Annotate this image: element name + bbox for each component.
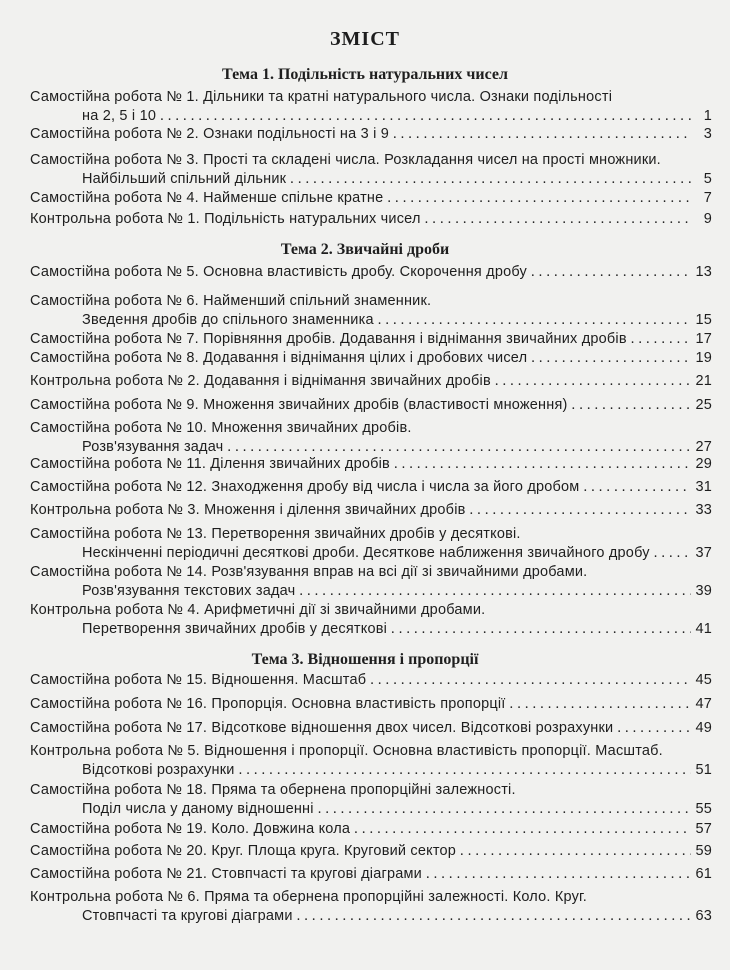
toc-entry[interactable] bbox=[30, 501, 712, 520]
dot-leader bbox=[425, 210, 692, 229]
dot-leader bbox=[387, 189, 692, 208]
toc-entry[interactable] bbox=[30, 372, 712, 391]
toc-entry[interactable] bbox=[30, 349, 712, 368]
dot-leader bbox=[460, 842, 691, 861]
entry-title: Самостійна робота № 18. Пряма та обернена пропорційні залежності. bbox=[30, 782, 516, 798]
toc-entry[interactable] bbox=[30, 719, 712, 738]
dot-leader bbox=[394, 455, 692, 474]
topic-heading: Тема 2. Звичайні дроби bbox=[280, 241, 450, 258]
entry-subtitle: на 2, 5 і 10 bbox=[82, 108, 157, 124]
page-number: 57 bbox=[695, 821, 712, 837]
toc-entry[interactable] bbox=[30, 88, 712, 126]
entry-subtitle: Зведення дробів до спільного знаменника bbox=[82, 312, 374, 328]
dot-leader bbox=[583, 478, 691, 497]
entry-title: Самостійна робота № 21. Стовпчасті та кругові діаграми bbox=[30, 866, 422, 882]
dot-leader bbox=[354, 820, 691, 839]
entry-title: Контрольна робота № 1. Подільність натуральних чисел bbox=[30, 211, 421, 227]
toc-entry[interactable] bbox=[30, 525, 712, 563]
dot-leader bbox=[510, 695, 692, 714]
page-number: 27 bbox=[695, 439, 712, 455]
page-number: 5 bbox=[703, 171, 712, 187]
entry-title: Самостійна робота № 6. Найменший спільний знаменник. bbox=[30, 293, 432, 309]
toc-entry[interactable] bbox=[30, 781, 712, 819]
entry-title: Самостійна робота № 12. Знаходження дробу від числа і числа за його дробом bbox=[30, 479, 580, 495]
toc-entry[interactable] bbox=[30, 563, 712, 601]
page-number: 17 bbox=[695, 331, 712, 347]
page-number: 55 bbox=[695, 801, 712, 817]
page-number: 45 bbox=[695, 672, 712, 688]
entry-title: Самостійна робота № 15. Відношення. Масштаб bbox=[30, 672, 367, 688]
entry-title: Самостійна робота № 14. Розв'язування вправ на всі дії зі звичайними дробами. bbox=[30, 564, 588, 580]
page-number: 1 bbox=[703, 108, 712, 124]
toc-entry[interactable] bbox=[30, 263, 712, 282]
dot-leader bbox=[531, 263, 691, 282]
entry-title: Самостійна робота № 5. Основна властивість дробу. Скорочення дробу bbox=[30, 264, 528, 280]
toc-entry[interactable] bbox=[30, 695, 712, 714]
toc-entry[interactable] bbox=[30, 396, 712, 415]
dot-leader bbox=[239, 761, 692, 780]
entry-subtitle: Поділ числа у даному відношенні bbox=[82, 801, 314, 817]
dot-leader bbox=[391, 620, 691, 639]
toc-entry[interactable] bbox=[30, 292, 712, 330]
toc-entry[interactable] bbox=[30, 189, 712, 208]
entry-title: Контрольна робота № 4. Арифметичні дії зі звичайними дробами. bbox=[30, 602, 486, 618]
dot-leader bbox=[631, 330, 692, 349]
dot-leader bbox=[290, 170, 692, 189]
page-number: 61 bbox=[695, 866, 712, 882]
page-number: 3 bbox=[703, 126, 712, 142]
page-number: 25 bbox=[695, 397, 712, 413]
toc-entry[interactable] bbox=[30, 820, 712, 839]
entry-subtitle: Розв'язування задач bbox=[82, 439, 224, 455]
page-number: 47 bbox=[695, 696, 712, 712]
toc-entry[interactable] bbox=[30, 125, 712, 144]
page-number: 51 bbox=[695, 762, 712, 778]
page-number: 49 bbox=[695, 720, 712, 736]
page-number: 37 bbox=[695, 545, 712, 561]
page-number: 15 bbox=[695, 312, 712, 328]
entry-subtitle: Розв'язування текстових задач bbox=[82, 583, 296, 599]
entry-subtitle: Перетворення звичайних дробів у десяткові bbox=[82, 621, 388, 637]
entry-title: Контрольна робота № 5. Відношення і пропорції. Основна властивість пропорції. Масштаб. bbox=[30, 743, 663, 759]
entry-title: Самостійна робота № 19. Коло. Довжина кола bbox=[30, 821, 351, 837]
toc-entry[interactable] bbox=[30, 671, 712, 690]
dot-leader bbox=[370, 671, 691, 690]
page-title: ЗМІСТ bbox=[330, 28, 400, 50]
toc-entry[interactable] bbox=[30, 888, 712, 926]
entry-subtitle: Найбільший спільний дільник bbox=[82, 171, 287, 187]
toc-entry[interactable] bbox=[30, 455, 712, 474]
entry-title: Самостійна робота № 20. Круг. Площа круга. Круговий сектор bbox=[30, 843, 457, 859]
page-number: 31 bbox=[695, 479, 712, 495]
dot-leader bbox=[318, 800, 692, 819]
page-number: 13 bbox=[695, 264, 712, 280]
entry-subtitle: Нескінченні періодичні десяткові дроби. Десяткове наближення звичайного дробу bbox=[82, 545, 650, 561]
toc-entry[interactable] bbox=[30, 865, 712, 884]
dot-leader bbox=[160, 107, 692, 126]
toc-entry[interactable] bbox=[30, 151, 712, 189]
page-number: 59 bbox=[695, 843, 712, 859]
entry-title: Самостійна робота № 7. Порівняння дробів. Додавання і віднімання звичайних дробів bbox=[30, 331, 627, 347]
topic-heading: Тема 1. Подільність натуральних чисел bbox=[222, 66, 508, 83]
entry-title: Самостійна робота № 11. Ділення звичайних дробів bbox=[30, 456, 390, 472]
dot-leader bbox=[299, 582, 691, 601]
dot-leader bbox=[617, 719, 691, 738]
page-number: 41 bbox=[695, 621, 712, 637]
page-number: 63 bbox=[695, 908, 712, 924]
dot-leader bbox=[393, 125, 692, 144]
toc-entry[interactable] bbox=[30, 742, 712, 780]
dot-leader bbox=[531, 349, 691, 368]
dot-leader bbox=[378, 311, 692, 330]
entry-subtitle: Відсоткові розрахунки bbox=[82, 762, 235, 778]
toc-entry[interactable] bbox=[30, 210, 712, 229]
toc-entry[interactable] bbox=[30, 419, 712, 457]
entry-title: Самостійна робота № 16. Пропорція. Основна властивість пропорції bbox=[30, 696, 506, 712]
entry-title: Контрольна робота № 6. Пряма та обернена пропорційні залежності. Коло. Круг. bbox=[30, 889, 587, 905]
page-number: 39 bbox=[695, 583, 712, 599]
entry-title: Самостійна робота № 13. Перетворення звичайних дробів у десяткові. bbox=[30, 526, 521, 542]
entry-subtitle: Стовпчасті та кругові діаграми bbox=[82, 908, 293, 924]
page-number: 19 bbox=[695, 350, 712, 366]
dot-leader bbox=[495, 372, 692, 391]
page-number: 33 bbox=[695, 502, 712, 518]
entry-title: Самостійна робота № 8. Додавання і віднімання цілих і дробових чисел bbox=[30, 350, 528, 366]
dot-leader bbox=[426, 865, 691, 884]
entry-title: Контрольна робота № 3. Множення і ділення звичайних дробів bbox=[30, 502, 466, 518]
page-number: 7 bbox=[703, 190, 712, 206]
entry-title: Контрольна робота № 2. Додавання і віднімання звичайних дробів bbox=[30, 373, 491, 389]
page-number: 21 bbox=[695, 373, 712, 389]
entry-title: Самостійна робота № 4. Найменше спільне кратне bbox=[30, 190, 384, 206]
toc-entry[interactable] bbox=[30, 842, 712, 861]
entry-title: Самостійна робота № 10. Множення звичайних дробів. bbox=[30, 420, 412, 436]
dot-leader bbox=[470, 501, 692, 520]
dot-leader bbox=[654, 544, 692, 563]
topic-heading: Тема 3. Відношення і пропорції bbox=[251, 651, 479, 668]
toc-entry[interactable] bbox=[30, 330, 712, 349]
page-number: 9 bbox=[703, 211, 712, 227]
entry-title: Самостійна робота № 17. Відсоткове відношення двох чисел. Відсоткові розрахунки bbox=[30, 720, 614, 736]
entry-title: Самостійна робота № 9. Множення звичайних дробів (властивості множення) bbox=[30, 397, 568, 413]
entry-title: Самостійна робота № 1. Дільники та кратні натурального числа. Ознаки подільності bbox=[30, 89, 613, 105]
toc-entry[interactable] bbox=[30, 601, 712, 639]
dot-leader bbox=[572, 396, 692, 415]
entry-title: Самостійна робота № 3. Прості та складені числа. Розкладання чисел на прості множники. bbox=[30, 152, 661, 168]
dot-leader bbox=[297, 907, 692, 926]
entry-title: Самостійна робота № 2. Ознаки подільності на 3 і 9 bbox=[30, 126, 389, 142]
page-number: 29 bbox=[695, 456, 712, 472]
toc-entry[interactable] bbox=[30, 478, 712, 497]
